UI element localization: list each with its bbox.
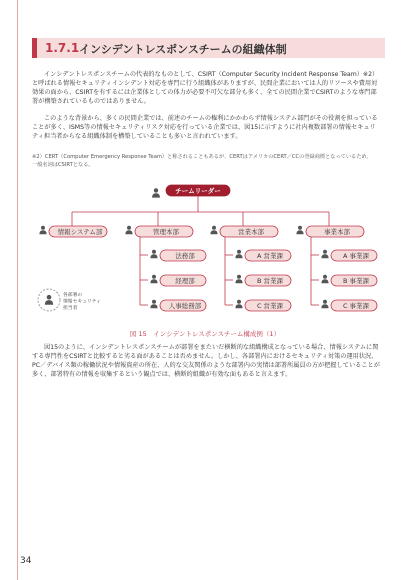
department-person-icon-4 — [296, 226, 303, 234]
child-person-icon-4-3 — [321, 300, 328, 308]
legend-text-1: 各部署の — [63, 293, 83, 298]
legend-text-3: 担当者 — [63, 306, 78, 311]
department-1-label: 情報システム部 — [57, 227, 103, 236]
legend-dashed-circle — [38, 289, 60, 311]
department-person-icon-1 — [39, 226, 46, 234]
child-2-1-label: 法務部 — [175, 251, 195, 260]
section-title: インシデントレスポンスチームの組織体制 — [79, 43, 287, 56]
child-2-2-label: 経理部 — [175, 276, 195, 285]
child-3-1-label: A 営業課 — [256, 251, 284, 260]
department-person-icon-3 — [210, 226, 217, 234]
department-2-label: 管理本部 — [153, 227, 179, 236]
department-3-label: 営業本部 — [238, 227, 264, 236]
footnote: ※2）CERT（Computer Emergency Response Team）と称されることもあるが、CERTはアメリカのCERT／CCの登録商標となっているため、一般名詞はCSIRTとなる。 — [32, 154, 372, 168]
page-number: 34 — [20, 556, 32, 566]
figure-caption: 図 15 インシデントレスポンスチーム構成例（1） — [129, 330, 281, 338]
paragraph-3-text: 図15のように、インシデントレスポンスチームが部署をまたいだ横断的な組織構成となっている場合、情報システムに関する専門性をCSIRTと比較すると劣る面があることは否めません。しかし、各部署内におけるセキュリティ対策の運用状況、PC／デバイス類の稼働状況や情報資産の所在、人的な交友関係のような部署内の実情は部署所属員の方が把握していることが多く、部署特有の情報を収集するという観点では、横断的組織が有効な面もあると言えます。 — [32, 344, 380, 378]
child-4-1-label: A 事業課 — [342, 251, 370, 260]
child-4-2-label: B 事業課 — [342, 276, 370, 285]
child-person-icon-4-1 — [321, 250, 328, 258]
child-3-3-label: C 営業課 — [256, 301, 284, 310]
child-person-icon-3-2 — [235, 275, 242, 283]
child-person-icon-2-3 — [150, 300, 157, 308]
child-person-icon-2-2 — [150, 275, 157, 283]
paragraph-3 — [32, 343, 380, 379]
paragraph-2-text: このような背景から、多くの民間企業では、前述のチームの権利にかかわらず情報システム部門がその役割を担っていることが多く、ISMS等の情報セキュリティリスク対応を行っている企業では、図15に示すように社内複数部署の情報セキュリティ担当者からなる組織体制を構築していることも多いと言われています。 — [32, 115, 378, 140]
child-person-icon-3-1 — [235, 250, 242, 258]
legend-person-icon — [45, 295, 53, 305]
child-person-icon-3-3 — [235, 300, 242, 308]
section-number: 1.7.1 — [45, 41, 80, 55]
legend-text-2: 情報セキュリティ — [63, 299, 101, 305]
child-3-2-label: B 営業課 — [256, 276, 284, 285]
child-4-3-label: C 事業課 — [342, 301, 370, 310]
child-person-icon-4-2 — [321, 275, 328, 283]
child-person-icon-2-1 — [150, 250, 157, 258]
department-4-label: 事業本部 — [324, 227, 350, 236]
child-2-3-label: 人事総務部 — [168, 301, 202, 310]
paragraph-1-text: インシデントレスポンスチームの代表的なものとして、CSIRT（Computer Security Incident Response Team）※2）と呼ばれる情報セキュリティインシデント対応を専門に行う組織体がありますが、民間企業においては人的リソースや費用対効果の面から、CSIRTを有するには企業体としての体力が必要不可欠な部分も多く、全ての民間企業でCSIRTのような専門部署が構築されているものではありません。 — [32, 71, 379, 105]
leader-person-icon — [152, 188, 160, 197]
leader-label: チームリーダー — [175, 186, 221, 195]
department-person-icon-2 — [125, 226, 132, 234]
